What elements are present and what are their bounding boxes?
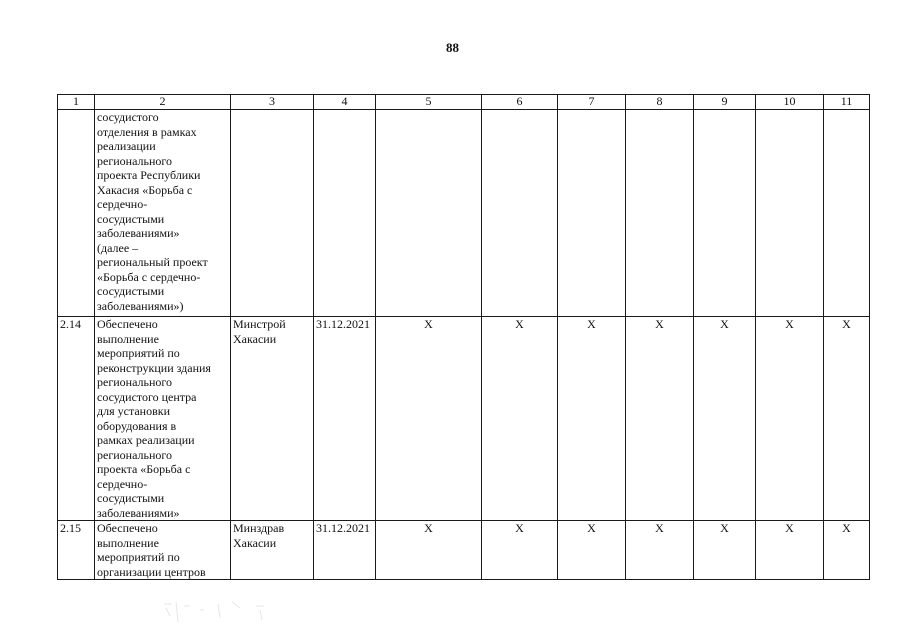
responsible-executor: Минздрав Хакасии xyxy=(231,521,314,580)
mark-cell xyxy=(756,110,824,317)
mark-cell xyxy=(482,110,558,317)
mark-cell: X xyxy=(482,317,558,521)
plan-table xyxy=(57,94,870,580)
mark-cell xyxy=(626,110,694,317)
column-header: 6 xyxy=(482,95,558,110)
mark-cell: X xyxy=(558,317,626,521)
header-row xyxy=(58,95,870,110)
mark-cell: X xyxy=(824,317,870,521)
column-header: 11 xyxy=(824,95,870,110)
mark-cell: X xyxy=(694,317,756,521)
mark-cell: X xyxy=(756,317,824,521)
column-header: 9 xyxy=(694,95,756,110)
mark-cell: X xyxy=(626,521,694,580)
column-header: 3 xyxy=(231,95,314,110)
table-row xyxy=(58,110,870,317)
column-header: 5 xyxy=(376,95,482,110)
row-number: 2.14 xyxy=(58,317,95,521)
mark-cell: X xyxy=(756,521,824,580)
table-row xyxy=(58,521,870,580)
mark-cell xyxy=(376,110,482,317)
mark-cell: X xyxy=(626,317,694,521)
mark-cell: X xyxy=(482,521,558,580)
mark-cell xyxy=(824,110,870,317)
measure-name: сосудистого отделения в рамках реализации регионального проекта Республики Хакасия «Борьба с сердечно- сосудистыми заболеваниями» (далее – региональный проект «Борьба с сердечно- сосудистыми заболеваниями») xyxy=(95,110,231,317)
row-number xyxy=(58,110,95,317)
mark-cell: X xyxy=(376,521,482,580)
due-date: 31.12.2021 xyxy=(314,317,376,521)
due-date xyxy=(314,110,376,317)
mark-cell: X xyxy=(824,521,870,580)
measure-name: Обеспечено выполнение мероприятий по реконструкции здания регионального сосудистого центра для установки оборудования в рамках реализации регионального проекта «Борьба с сердечно- сосудистыми заболеваниями» xyxy=(95,317,231,521)
due-date: 31.12.2021 xyxy=(314,521,376,580)
column-header: 1 xyxy=(58,95,95,110)
mark-cell: X xyxy=(694,521,756,580)
row-number: 2.15 xyxy=(58,521,95,580)
column-header: 2 xyxy=(95,95,231,110)
mark-cell xyxy=(694,110,756,317)
mark-cell xyxy=(558,110,626,317)
measure-name: Обеспечено выполнение мероприятий по организации центров xyxy=(95,521,231,580)
column-header: 7 xyxy=(558,95,626,110)
table-row xyxy=(58,317,870,521)
column-header: 8 xyxy=(626,95,694,110)
responsible-executor xyxy=(231,110,314,317)
mark-cell: X xyxy=(558,521,626,580)
faint-stamp-mark xyxy=(160,598,280,628)
page-number: 88 xyxy=(446,40,459,55)
column-header: 4 xyxy=(314,95,376,110)
mark-cell: X xyxy=(376,317,482,521)
responsible-executor: Минстрой Хакасии xyxy=(231,317,314,521)
column-header: 10 xyxy=(756,95,824,110)
